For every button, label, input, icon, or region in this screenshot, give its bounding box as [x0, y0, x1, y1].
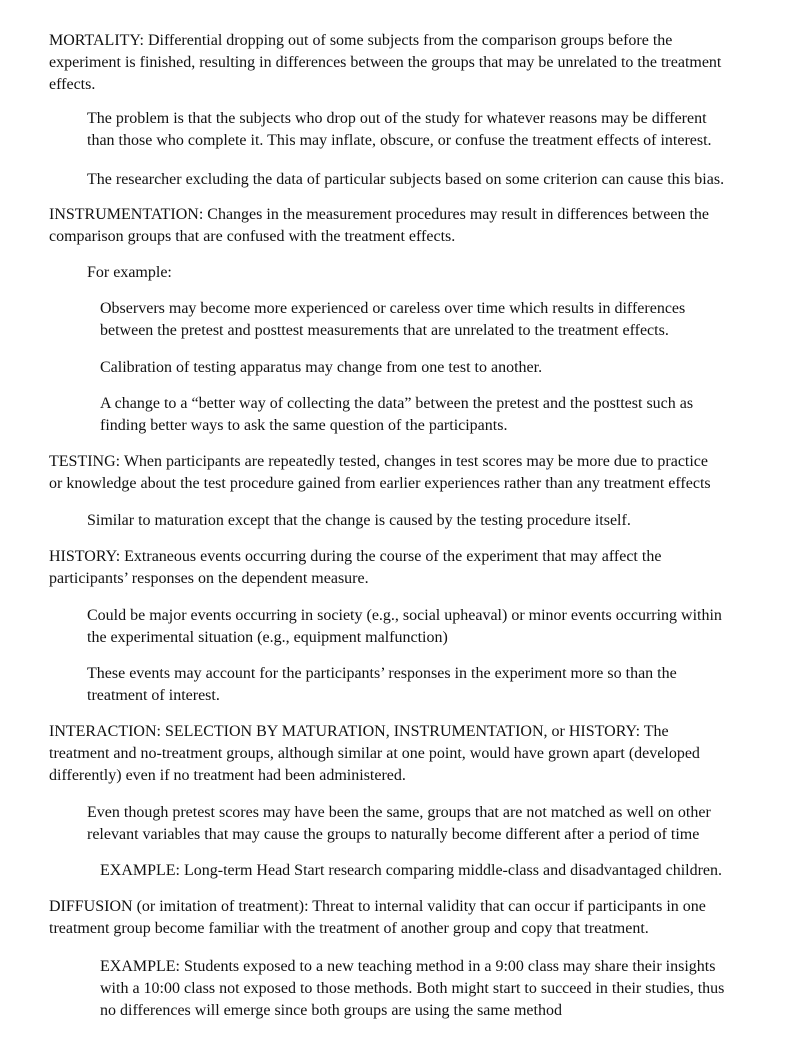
interaction-definition: INTERACTION: SELECTION BY MATURATION, INSTRUMENTATION, or HISTORY: The treatment and no-treatment groups, although similar at one point, would have grown apart (developed differently) even if no treatment had been administered.: [49, 723, 700, 784]
mortality-definition: MORTALITY: Differential dropping out of some subjects from the comparison groups before the experiment is finished, resulting in differences between the groups that may be unrelated to the treatment effects.: [49, 32, 722, 93]
mortality-note: The researcher excluding the data of particular subjects based on some criterion can cause this bias.: [87, 171, 725, 188]
interaction-explanation: Even though pretest scores may have been the same, groups that are not matched as well on other relevant variables that may cause the groups to naturally become different after a period of time: [87, 804, 711, 843]
instrumentation-definition: INSTRUMENTATION: Changes in the measurement procedures may result in differences between the comparison groups that are confused with the treatment effects.: [49, 206, 710, 245]
mortality-explanation: The problem is that the subjects who drop out of the study for whatever reasons may be different than those who complete it. This may inflate, obscure, or confuse the treatment effects of interest.: [87, 110, 712, 149]
testing-explanation: Similar to maturation except that the change is caused by the testing procedure itself.: [87, 512, 631, 529]
diffusion-definition: DIFFUSION (or imitation of treatment): Threat to internal validity that can occur if participants in one treatment group become familiar with the treatment of another group and copy that treatment.: [49, 898, 706, 937]
instrumentation-for-example: For example:: [87, 264, 172, 281]
history-note: These events may account for the participants’ responses in the experiment more so than the treatment of interest.: [87, 665, 677, 704]
instrumentation-example-observers: Observers may become more experienced or careless over time which results in differences between the pretest and posttest measurements that are unrelated to the treatment effects.: [100, 300, 686, 339]
history-definition: HISTORY: Extraneous events occurring during the course of the experiment that may affect the participants’ responses on the dependent measure.: [49, 548, 662, 587]
instrumentation-example-calibration: Calibration of testing apparatus may change from one test to another.: [100, 359, 543, 376]
interaction-example: EXAMPLE: Long-term Head Start research comparing middle-class and disadvantaged children.: [100, 862, 723, 879]
history-explanation: Could be major events occurring in society (e.g., social upheaval) or minor events occurring within the experimental situation (e.g., equipment malfunction): [87, 607, 722, 646]
testing-definition: TESTING: When participants are repeatedly tested, changes in test scores may be more due to practice or knowledge about the test procedure gained from earlier experiences rather than any treatment effects: [49, 453, 711, 492]
diffusion-example: EXAMPLE: Students exposed to a new teaching method in a 9:00 class may share their insights with a 10:00 class not exposed to those methods. Both might start to succeed in their studies, thus no differences will emerge since both groups are using the same method: [100, 958, 725, 1019]
instrumentation-example-better-way: A change to a “better way of collecting the data” between the pretest and the posttest such as finding better ways to ask the same question of the participants.: [100, 395, 694, 434]
